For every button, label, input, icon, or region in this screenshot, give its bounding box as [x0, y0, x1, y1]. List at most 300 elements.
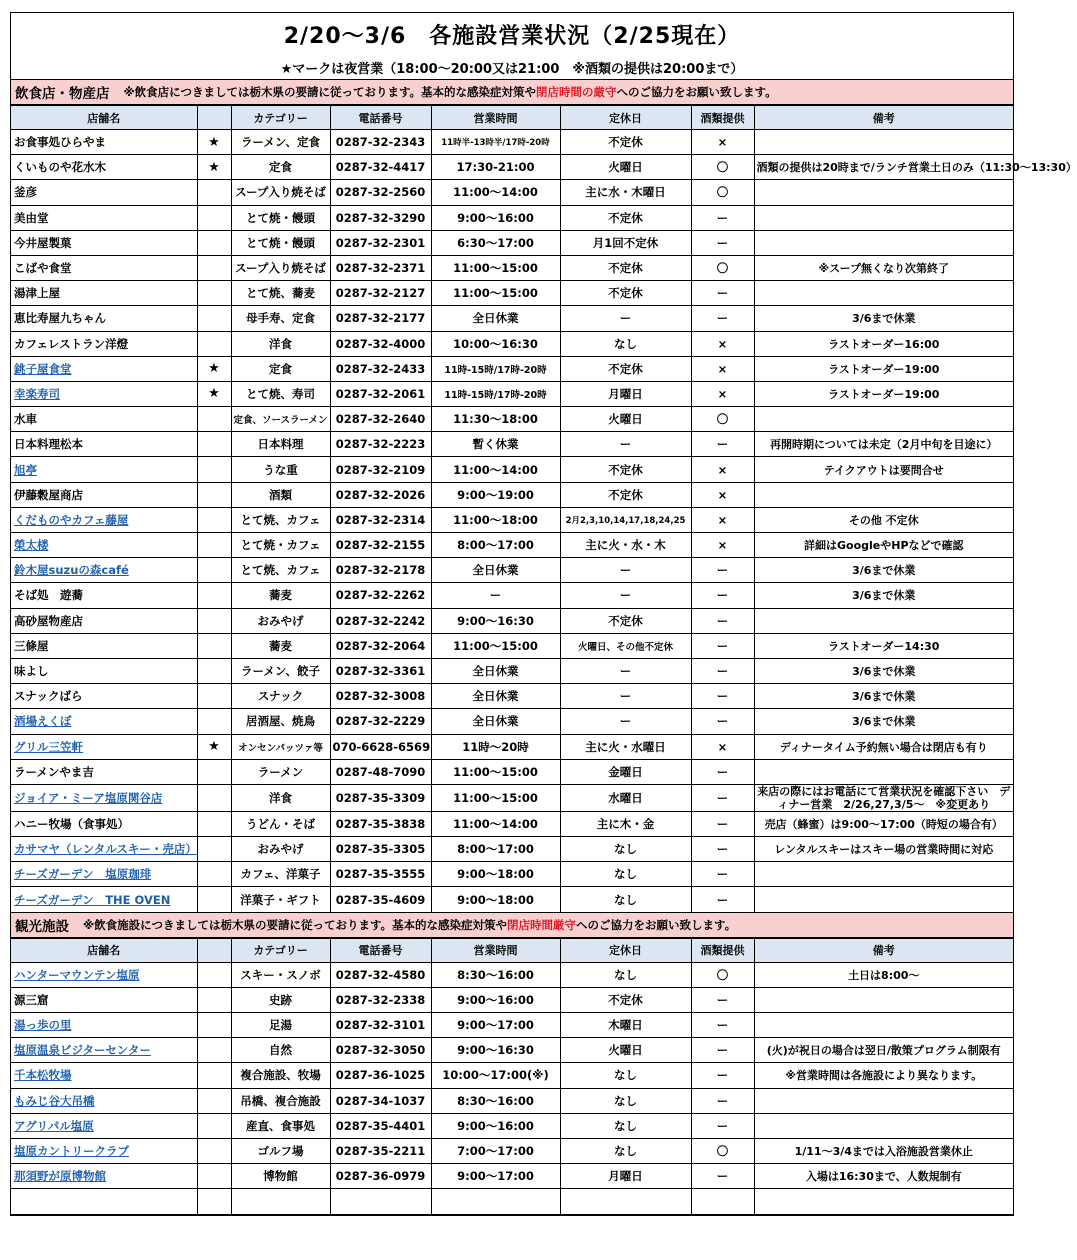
table-row — [11, 457, 1013, 482]
phone: 0287-32-2155 — [330, 533, 431, 558]
shop-name-link[interactable]: くだものやカフェ藤屋 — [11, 507, 197, 532]
phone: 0287-32-3050 — [330, 1038, 431, 1063]
category: とて焼、寿司 — [231, 381, 330, 406]
hours: 9:00～16:00 — [431, 205, 560, 230]
shop-name-link[interactable]: 塩原温泉ビジターセンター — [11, 1038, 197, 1063]
remarks: テイクアウトは要問合せ — [754, 457, 1013, 482]
phone — [330, 1189, 431, 1214]
night-mark — [197, 709, 231, 734]
column-header-hours: 営業時間 — [431, 938, 560, 962]
closed-day: 不定休 — [560, 457, 691, 482]
closed-day: 月曜日 — [560, 1164, 691, 1189]
hours: 9:00～17:00 — [431, 1164, 560, 1189]
remarks — [754, 281, 1013, 306]
night-mark — [197, 457, 231, 482]
food-table — [11, 105, 1077, 913]
remarks: 土日は8:00～ — [754, 962, 1013, 987]
alcohol: × — [691, 331, 754, 356]
night-mark — [197, 507, 231, 532]
category: 蕎麦 — [231, 583, 330, 608]
night-mark — [197, 255, 231, 280]
phone: 0287-32-2061 — [330, 381, 431, 406]
section-tourism-note-red: 閉店時間厳守 — [507, 917, 577, 932]
shop-name-link[interactable]: 銚子屋食堂 — [11, 356, 197, 381]
night-mark: ★ — [197, 381, 231, 406]
remarks: 3/6まで休業 — [754, 583, 1013, 608]
shop-name-link[interactable]: 湯っ歩の里 — [11, 1013, 197, 1038]
hours: 全日休業 — [431, 306, 560, 331]
table-row — [11, 608, 1013, 633]
category: 日本料理 — [231, 432, 330, 457]
closed-day: なし — [560, 331, 691, 356]
closed-day: 不定休 — [560, 482, 691, 507]
hours: 11:00～15:00 — [431, 255, 560, 280]
remarks: 3/6まで休業 — [754, 684, 1013, 709]
night-mark — [197, 887, 231, 912]
alcohol: × — [691, 457, 754, 482]
remarks: 1/11～3/4までは入浴施設営業休止 — [754, 1138, 1013, 1163]
night-mark: ★ — [197, 155, 231, 180]
remarks: 3/6まで休業 — [754, 558, 1013, 583]
category: ラーメン — [231, 759, 330, 784]
closed-day: 主に火・水曜日 — [560, 734, 691, 759]
table-row — [11, 1088, 1013, 1113]
section-food-note-a: ※飲食店につきましては栃木県の要請に従っております。基本的な感染症対策や — [123, 85, 537, 99]
shop-name: 釜彦 — [11, 180, 197, 205]
closed-day: なし — [560, 1113, 691, 1138]
category: 複合施設、牧場 — [231, 1063, 330, 1088]
night-mark — [197, 862, 231, 887]
remarks — [754, 482, 1013, 507]
category: ラーメン、定食 — [231, 130, 330, 155]
shop-name-link[interactable]: 幸楽寿司 — [11, 381, 197, 406]
table-row — [11, 811, 1013, 836]
table-row — [11, 684, 1013, 709]
alcohol: ー — [691, 987, 754, 1012]
shop-name: 美由堂 — [11, 205, 197, 230]
night-mark — [197, 1138, 231, 1163]
phone: 0287-32-2262 — [330, 583, 431, 608]
closed-day: なし — [560, 837, 691, 862]
closed-day: 月1回不定休 — [560, 230, 691, 255]
closed-day: 火曜日 — [560, 155, 691, 180]
alcohol: ー — [691, 1113, 754, 1138]
category: 居酒屋、焼鳥 — [231, 709, 330, 734]
closed-day: なし — [560, 862, 691, 887]
status-sheet — [10, 12, 1077, 1216]
category: 母手寿、定食 — [231, 306, 330, 331]
closed-day: 主に木・金 — [560, 811, 691, 836]
hours: 9:00～16:00 — [431, 1113, 560, 1138]
table-row — [11, 306, 1013, 331]
closed-day: 不定休 — [560, 608, 691, 633]
closed-day: 火曜日 — [560, 1038, 691, 1063]
hours: 11時-15時/17時-20時 — [431, 381, 560, 406]
shop-name-link[interactable]: グリル三笠軒 — [11, 734, 197, 759]
remarks: ラストオーダー19:00 — [754, 381, 1013, 406]
shop-name: 今井屋製菓 — [11, 230, 197, 255]
night-mark — [197, 1164, 231, 1189]
remarks: 再開時期については未定（2月中旬を目途に） — [754, 432, 1013, 457]
remarks: その他 不定休 — [754, 507, 1013, 532]
closed-day — [560, 1189, 691, 1214]
alcohol — [691, 1189, 754, 1214]
category: カフェ、洋菓子 — [231, 862, 330, 887]
hours: 全日休業 — [431, 658, 560, 683]
hours: 11:30～18:00 — [431, 407, 560, 432]
phone: 0287-32-2127 — [330, 281, 431, 306]
remarks: 入場は16:30まで、人数規制有 — [754, 1164, 1013, 1189]
night-mark — [197, 558, 231, 583]
alcohol: ー — [691, 583, 754, 608]
phone: 0287-32-2177 — [330, 306, 431, 331]
phone: 0287-35-3838 — [330, 811, 431, 836]
alcohol: 〇 — [691, 155, 754, 180]
alcohol: ー — [691, 837, 754, 862]
column-header-night-mark — [197, 938, 231, 962]
category: 定食 — [231, 155, 330, 180]
category: とて焼、蕎麦 — [231, 281, 330, 306]
shop-name-link[interactable]: 鈴木屋suzuの森café — [11, 558, 197, 583]
shop-name: 水車 — [11, 407, 197, 432]
closed-day: ー — [560, 306, 691, 331]
column-header-closed-day: 定休日 — [560, 938, 691, 962]
night-mark — [197, 1063, 231, 1088]
night-mark — [197, 633, 231, 658]
shop-name-link[interactable]: 榮太楼 — [11, 533, 197, 558]
section-tourism-title: 観光施設 — [15, 918, 69, 935]
alcohol: ー — [691, 558, 754, 583]
shop-name-link[interactable]: 那須野が原博物館 — [11, 1164, 197, 1189]
phone: 0287-32-2343 — [330, 130, 431, 155]
shop-name-link[interactable]: 旭亭 — [11, 457, 197, 482]
table-row — [11, 1189, 1013, 1214]
table-row — [11, 381, 1013, 406]
page-title: 2/20～3/6 各施設営業状況（2/25現在） — [283, 23, 741, 49]
shop-name: 味よし — [11, 658, 197, 683]
category: とて焼・饅頭 — [231, 205, 330, 230]
category: とて焼・カフェ — [231, 533, 330, 558]
phone: 0287-32-3361 — [330, 658, 431, 683]
category: うどん・そば — [231, 811, 330, 836]
closed-day: ー — [560, 709, 691, 734]
alcohol: × — [691, 507, 754, 532]
phone: 0287-48-7090 — [330, 759, 431, 784]
category: 博物館 — [231, 1164, 330, 1189]
remarks: ラストオーダー14:30 — [754, 633, 1013, 658]
table-row — [11, 230, 1013, 255]
table-row — [11, 862, 1013, 887]
closed-day: 不定休 — [560, 356, 691, 381]
hours: 6:30～17:00 — [431, 230, 560, 255]
alcohol: × — [691, 130, 754, 155]
table-row — [11, 1038, 1013, 1063]
phone: 0287-35-4609 — [330, 887, 431, 912]
closed-day: 月曜日 — [560, 381, 691, 406]
hours: 全日休業 — [431, 558, 560, 583]
hours: 10:00～16:30 — [431, 331, 560, 356]
closed-day: 不定休 — [560, 281, 691, 306]
closed-day: なし — [560, 1063, 691, 1088]
night-mark — [197, 205, 231, 230]
category: うな重 — [231, 457, 330, 482]
alcohol: ー — [691, 1088, 754, 1113]
phone: 0287-35-3305 — [330, 837, 431, 862]
table-row — [11, 987, 1013, 1012]
shop-name-link[interactable]: 千本松牧場 — [11, 1063, 197, 1088]
closed-day: 水曜日 — [560, 784, 691, 811]
column-header-remarks: 備考 — [754, 938, 1013, 962]
phone: 0287-32-2560 — [330, 180, 431, 205]
category: 定食、ソースラーメン — [231, 407, 330, 432]
closed-day: 不定休 — [560, 205, 691, 230]
hours: 11:00～15:00 — [431, 759, 560, 784]
night-mark: ★ — [197, 356, 231, 381]
hours: 11:00～14:00 — [431, 180, 560, 205]
phone: 0287-32-4000 — [330, 331, 431, 356]
closed-day: 火曜日、その他不定休 — [560, 633, 691, 658]
alcohol: × — [691, 734, 754, 759]
shop-name-link[interactable]: もみじ谷大吊橋 — [11, 1088, 197, 1113]
remarks — [754, 759, 1013, 784]
alcohol: × — [691, 533, 754, 558]
table-row — [11, 1113, 1013, 1138]
remarks: ラストオーダー19:00 — [754, 356, 1013, 381]
closed-day: 不定休 — [560, 130, 691, 155]
category: 洋食 — [231, 331, 330, 356]
shop-name: 三條屋 — [11, 633, 197, 658]
table-row — [11, 558, 1013, 583]
column-header-closed-day: 定休日 — [560, 106, 691, 130]
category: 足湯 — [231, 1013, 330, 1038]
remarks: 3/6まで休業 — [754, 306, 1013, 331]
night-mark — [197, 331, 231, 356]
night-mark — [197, 684, 231, 709]
table-row — [11, 1138, 1013, 1163]
shop-name-link[interactable]: ジョイア・ミーア塩原関谷店 — [11, 784, 197, 811]
remarks: 詳細はGoogleやHPなどで確認 — [754, 533, 1013, 558]
section-food-header — [11, 80, 1013, 105]
alcohol: 〇 — [691, 255, 754, 280]
remarks — [754, 1088, 1013, 1113]
table-row — [11, 784, 1013, 811]
column-header-shop-name: 店舗名 — [11, 938, 197, 962]
hours: 9:00～19:00 — [431, 482, 560, 507]
remarks: ディナータイム予約無い場合は閉店も有り — [754, 734, 1013, 759]
closed-day: なし — [560, 1138, 691, 1163]
alcohol: ー — [691, 633, 754, 658]
table-row — [11, 331, 1013, 356]
table-row — [11, 130, 1013, 155]
closed-day: ー — [560, 558, 691, 583]
alcohol: 〇 — [691, 407, 754, 432]
alcohol: ー — [691, 759, 754, 784]
page-subtitle: ★マークは夜営業（18:00～20:00又は21:00 ※酒類の提供は20:00まで） — [11, 55, 1013, 80]
night-mark — [197, 306, 231, 331]
shop-name-link[interactable]: アグリパル塩原 — [11, 1113, 197, 1138]
phone: 0287-32-2242 — [330, 608, 431, 633]
table-row — [11, 432, 1013, 457]
night-mark — [197, 837, 231, 862]
closed-day: 火曜日 — [560, 407, 691, 432]
table-row — [11, 583, 1013, 608]
closed-day: ー — [560, 432, 691, 457]
closed-day: 木曜日 — [560, 1013, 691, 1038]
shop-name-link[interactable]: 塩原カントリークラブ — [11, 1138, 197, 1163]
shop-name-link[interactable]: ハンターマウンテン塩原 — [11, 962, 197, 987]
table-row — [11, 205, 1013, 230]
shop-name: 源三窟 — [11, 987, 197, 1012]
night-mark — [197, 482, 231, 507]
table-row — [11, 533, 1013, 558]
remarks — [754, 887, 1013, 912]
night-mark — [197, 658, 231, 683]
hours: 11:00～18:00 — [431, 507, 560, 532]
tourism-table — [11, 938, 1013, 1215]
night-mark — [197, 407, 231, 432]
night-mark — [197, 230, 231, 255]
category: 酒類 — [231, 482, 330, 507]
category: とて焼、カフェ — [231, 558, 330, 583]
shop-name: お食事処ひらやま — [11, 130, 197, 155]
table-row — [11, 255, 1013, 280]
hours: 11時半-13時半/17時-20時 — [431, 130, 560, 155]
alcohol: 〇 — [691, 962, 754, 987]
category: スープ入り焼そば — [231, 255, 330, 280]
closed-day: 主に水・木曜日 — [560, 180, 691, 205]
remarks: 3/6まで休業 — [754, 658, 1013, 683]
category: オンセンパッツァ等 — [231, 734, 330, 759]
table-row — [11, 633, 1013, 658]
category — [231, 1189, 330, 1214]
remarks — [754, 130, 1013, 155]
hours: 11:00～14:00 — [431, 457, 560, 482]
phone: 0287-32-3290 — [330, 205, 431, 230]
night-mark — [197, 1038, 231, 1063]
closed-day: 主に火・水・木 — [560, 533, 691, 558]
remarks — [754, 205, 1013, 230]
shop-name: こばや食堂 — [11, 255, 197, 280]
column-header-phone: 電話番号 — [330, 106, 431, 130]
night-mark — [197, 533, 231, 558]
shop-name: 恵比寿屋九ちゃん — [11, 306, 197, 331]
phone: 0287-32-2640 — [330, 407, 431, 432]
alcohol: ー — [691, 608, 754, 633]
category: スープ入り焼そば — [231, 180, 330, 205]
shop-name-link[interactable]: 酒場えくぼ — [11, 709, 197, 734]
category: 定食 — [231, 356, 330, 381]
night-mark — [197, 1088, 231, 1113]
hours: 11:00～15:00 — [431, 281, 560, 306]
table-row — [11, 658, 1013, 683]
phone: 0287-35-2211 — [330, 1138, 431, 1163]
shop-name: そば処 遊蕎 — [11, 583, 197, 608]
remarks: 3/6まで休業 — [754, 709, 1013, 734]
hours: 全日休業 — [431, 684, 560, 709]
section-food-note-red: 閉店時間の厳守 — [536, 85, 617, 99]
closed-day: ー — [560, 583, 691, 608]
closed-day: 不定休 — [560, 255, 691, 280]
column-header-category: カテゴリー — [231, 938, 330, 962]
night-mark — [197, 784, 231, 811]
table-row — [11, 759, 1013, 784]
shop-name: 日本料理松本 — [11, 432, 197, 457]
remarks — [754, 1013, 1013, 1038]
phone: 0287-36-1025 — [330, 1063, 431, 1088]
table-row — [11, 281, 1013, 306]
shop-name: スナックばら — [11, 684, 197, 709]
section-tourism-header — [11, 913, 1013, 938]
shop-name-link[interactable]: チーズガーデン 塩原珈琲 — [11, 862, 197, 887]
alcohol: ー — [691, 230, 754, 255]
alcohol: × — [691, 482, 754, 507]
closed-day: ー — [560, 658, 691, 683]
category: 自然 — [231, 1038, 330, 1063]
night-mark: ★ — [197, 734, 231, 759]
alcohol: 〇 — [691, 1138, 754, 1163]
closed-day: なし — [560, 887, 691, 912]
alcohol: ー — [691, 281, 754, 306]
phone: 0287-35-3555 — [330, 862, 431, 887]
phone: 0287-32-2223 — [330, 432, 431, 457]
phone: 0287-32-2064 — [330, 633, 431, 658]
table-row — [11, 734, 1013, 759]
column-header-alcohol: 酒類提供 — [691, 106, 754, 130]
category: 洋食 — [231, 784, 330, 811]
night-mark — [197, 583, 231, 608]
column-header-phone: 電話番号 — [330, 938, 431, 962]
table-row — [11, 482, 1013, 507]
closed-day: 2月2,3,10,14,17,18,24,25 — [560, 507, 691, 532]
table-row — [11, 507, 1013, 532]
remarks: 売店（蜂蜜）は9:00～17:00（時短の場合有） — [754, 811, 1013, 836]
hours: 11:00～14:00 — [431, 811, 560, 836]
remarks: (火)が祝日の場合は翌日/散策プログラム制限有 — [754, 1038, 1013, 1063]
shop-name: ラーメンやま吉 — [11, 759, 197, 784]
hours: 11:00～15:00 — [431, 633, 560, 658]
night-mark — [197, 987, 231, 1012]
table-row — [11, 356, 1013, 381]
night-mark — [197, 962, 231, 987]
phone: 0287-32-4580 — [330, 962, 431, 987]
column-header-alcohol: 酒類提供 — [691, 938, 754, 962]
alcohol: ー — [691, 658, 754, 683]
category: ゴルフ場 — [231, 1138, 330, 1163]
shop-name: カフェレストラン洋燈 — [11, 331, 197, 356]
closed-day: ー — [560, 684, 691, 709]
phone: 0287-32-2338 — [330, 987, 431, 1012]
hours: 8:30～16:00 — [431, 962, 560, 987]
hours: 9:00～18:00 — [431, 887, 560, 912]
phone: 0287-32-2301 — [330, 230, 431, 255]
hours: 11:00～15:00 — [431, 784, 560, 811]
category: とて焼・饅頭 — [231, 230, 330, 255]
section-tourism-note-a: ※飲食施設につきましては栃木県の要請に従っております。基本的な感染症対策や — [83, 917, 508, 932]
night-mark — [197, 1189, 231, 1214]
hours: 17:30-21:00 — [431, 155, 560, 180]
category: おみやげ — [231, 608, 330, 633]
phone: 0287-32-2371 — [330, 255, 431, 280]
hours: ー — [431, 583, 560, 608]
remarks — [754, 987, 1013, 1012]
column-header-category: カテゴリー — [231, 106, 330, 130]
remarks — [754, 862, 1013, 887]
shop-name-link[interactable]: カサマヤ（レンタルスキー・売店） — [11, 837, 197, 862]
shop-name-link[interactable]: チーズガーデン THE OVEN — [11, 887, 197, 912]
category: スキー・スノボ — [231, 962, 330, 987]
closed-day: なし — [560, 962, 691, 987]
category: 産直、食事処 — [231, 1113, 330, 1138]
